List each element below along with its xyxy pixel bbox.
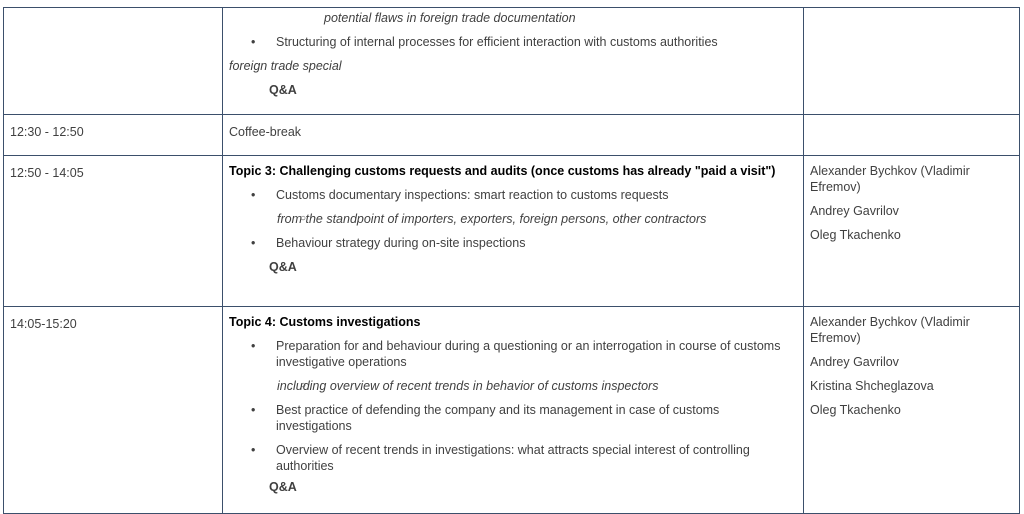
qa-label: Q&A xyxy=(269,83,297,97)
agenda-row-topic-4 xyxy=(4,307,1020,514)
coffee-break-label: Coffee-break xyxy=(223,115,804,156)
sub-list xyxy=(276,378,797,394)
agenda-row-coffee-break xyxy=(4,115,1020,156)
speaker-name: Andrey Gavrilov xyxy=(810,355,899,369)
list-item: • Structuring of internal processes for efficient interaction with customs authorities xyxy=(229,34,797,50)
sub-list xyxy=(276,211,797,227)
bullet-list xyxy=(229,338,797,474)
qa-label: Q&A xyxy=(269,260,297,274)
topic-title: Topic 4: Customs investigations xyxy=(229,315,421,329)
bullet-list xyxy=(229,34,797,50)
speakers-cell xyxy=(804,156,1020,307)
content-cell xyxy=(223,8,804,115)
speakers-cell xyxy=(804,115,1020,156)
sub-item: potential flaws in foreign trade documentation xyxy=(324,11,576,25)
list-item-text: Preparation for and behaviour during a questioning or an interrogation in course of customs investigative operations xyxy=(276,339,781,369)
list-item-text: Customs documentary inspections: smart reaction to customs requests xyxy=(276,188,669,202)
bullet-list xyxy=(229,187,797,251)
time-cell: 12:50 - 14:05 xyxy=(4,156,223,307)
list-item xyxy=(229,338,797,394)
list-item xyxy=(229,187,797,227)
topic-title: Topic 3: Challenging customs requests and audits (once customs has already "paid a visit") xyxy=(229,164,776,178)
time-cell: 12:30 - 12:50 xyxy=(4,115,223,156)
time-cell xyxy=(4,8,223,115)
speaker-name: Andrey Gavrilov xyxy=(810,204,899,218)
content-cell xyxy=(223,307,804,514)
qa-label: Q&A xyxy=(269,480,297,494)
sub-list-item: ○ from the standpoint of importers, exporters, foreign persons, other contractors xyxy=(229,211,797,227)
speakers-cell xyxy=(804,307,1020,514)
agenda-row-continued xyxy=(4,8,1020,115)
list-item: • Best practice of defending the company and its management in case of customs investigations xyxy=(229,402,797,434)
agenda-table xyxy=(3,7,1020,514)
speaker-name: Alexander Bychkov (Vladimir Efremov) xyxy=(810,164,970,194)
time-cell: 14:05-15:20 xyxy=(4,307,223,514)
speaker-name: Oleg Tkachenko xyxy=(810,403,901,417)
speaker-name: Kristina Shcheglazova xyxy=(810,379,934,393)
speaker-name: Oleg Tkachenko xyxy=(810,228,901,242)
sub-list-item: ○ including overview of recent trends in behavior of customs inspectors xyxy=(229,378,797,394)
speaker-name: Alexander Bychkov (Vladimir Efremov) xyxy=(810,315,970,345)
list-item: • Overview of recent trends in investigations: what attracts special interest of controlling authorities xyxy=(229,442,797,474)
speakers-cell xyxy=(804,8,1020,115)
content-cell xyxy=(223,156,804,307)
agenda-row-topic-3 xyxy=(4,156,1020,307)
list-item: • Behaviour strategy during on-site inspections xyxy=(229,235,797,251)
note-text: foreign trade special xyxy=(229,59,342,73)
